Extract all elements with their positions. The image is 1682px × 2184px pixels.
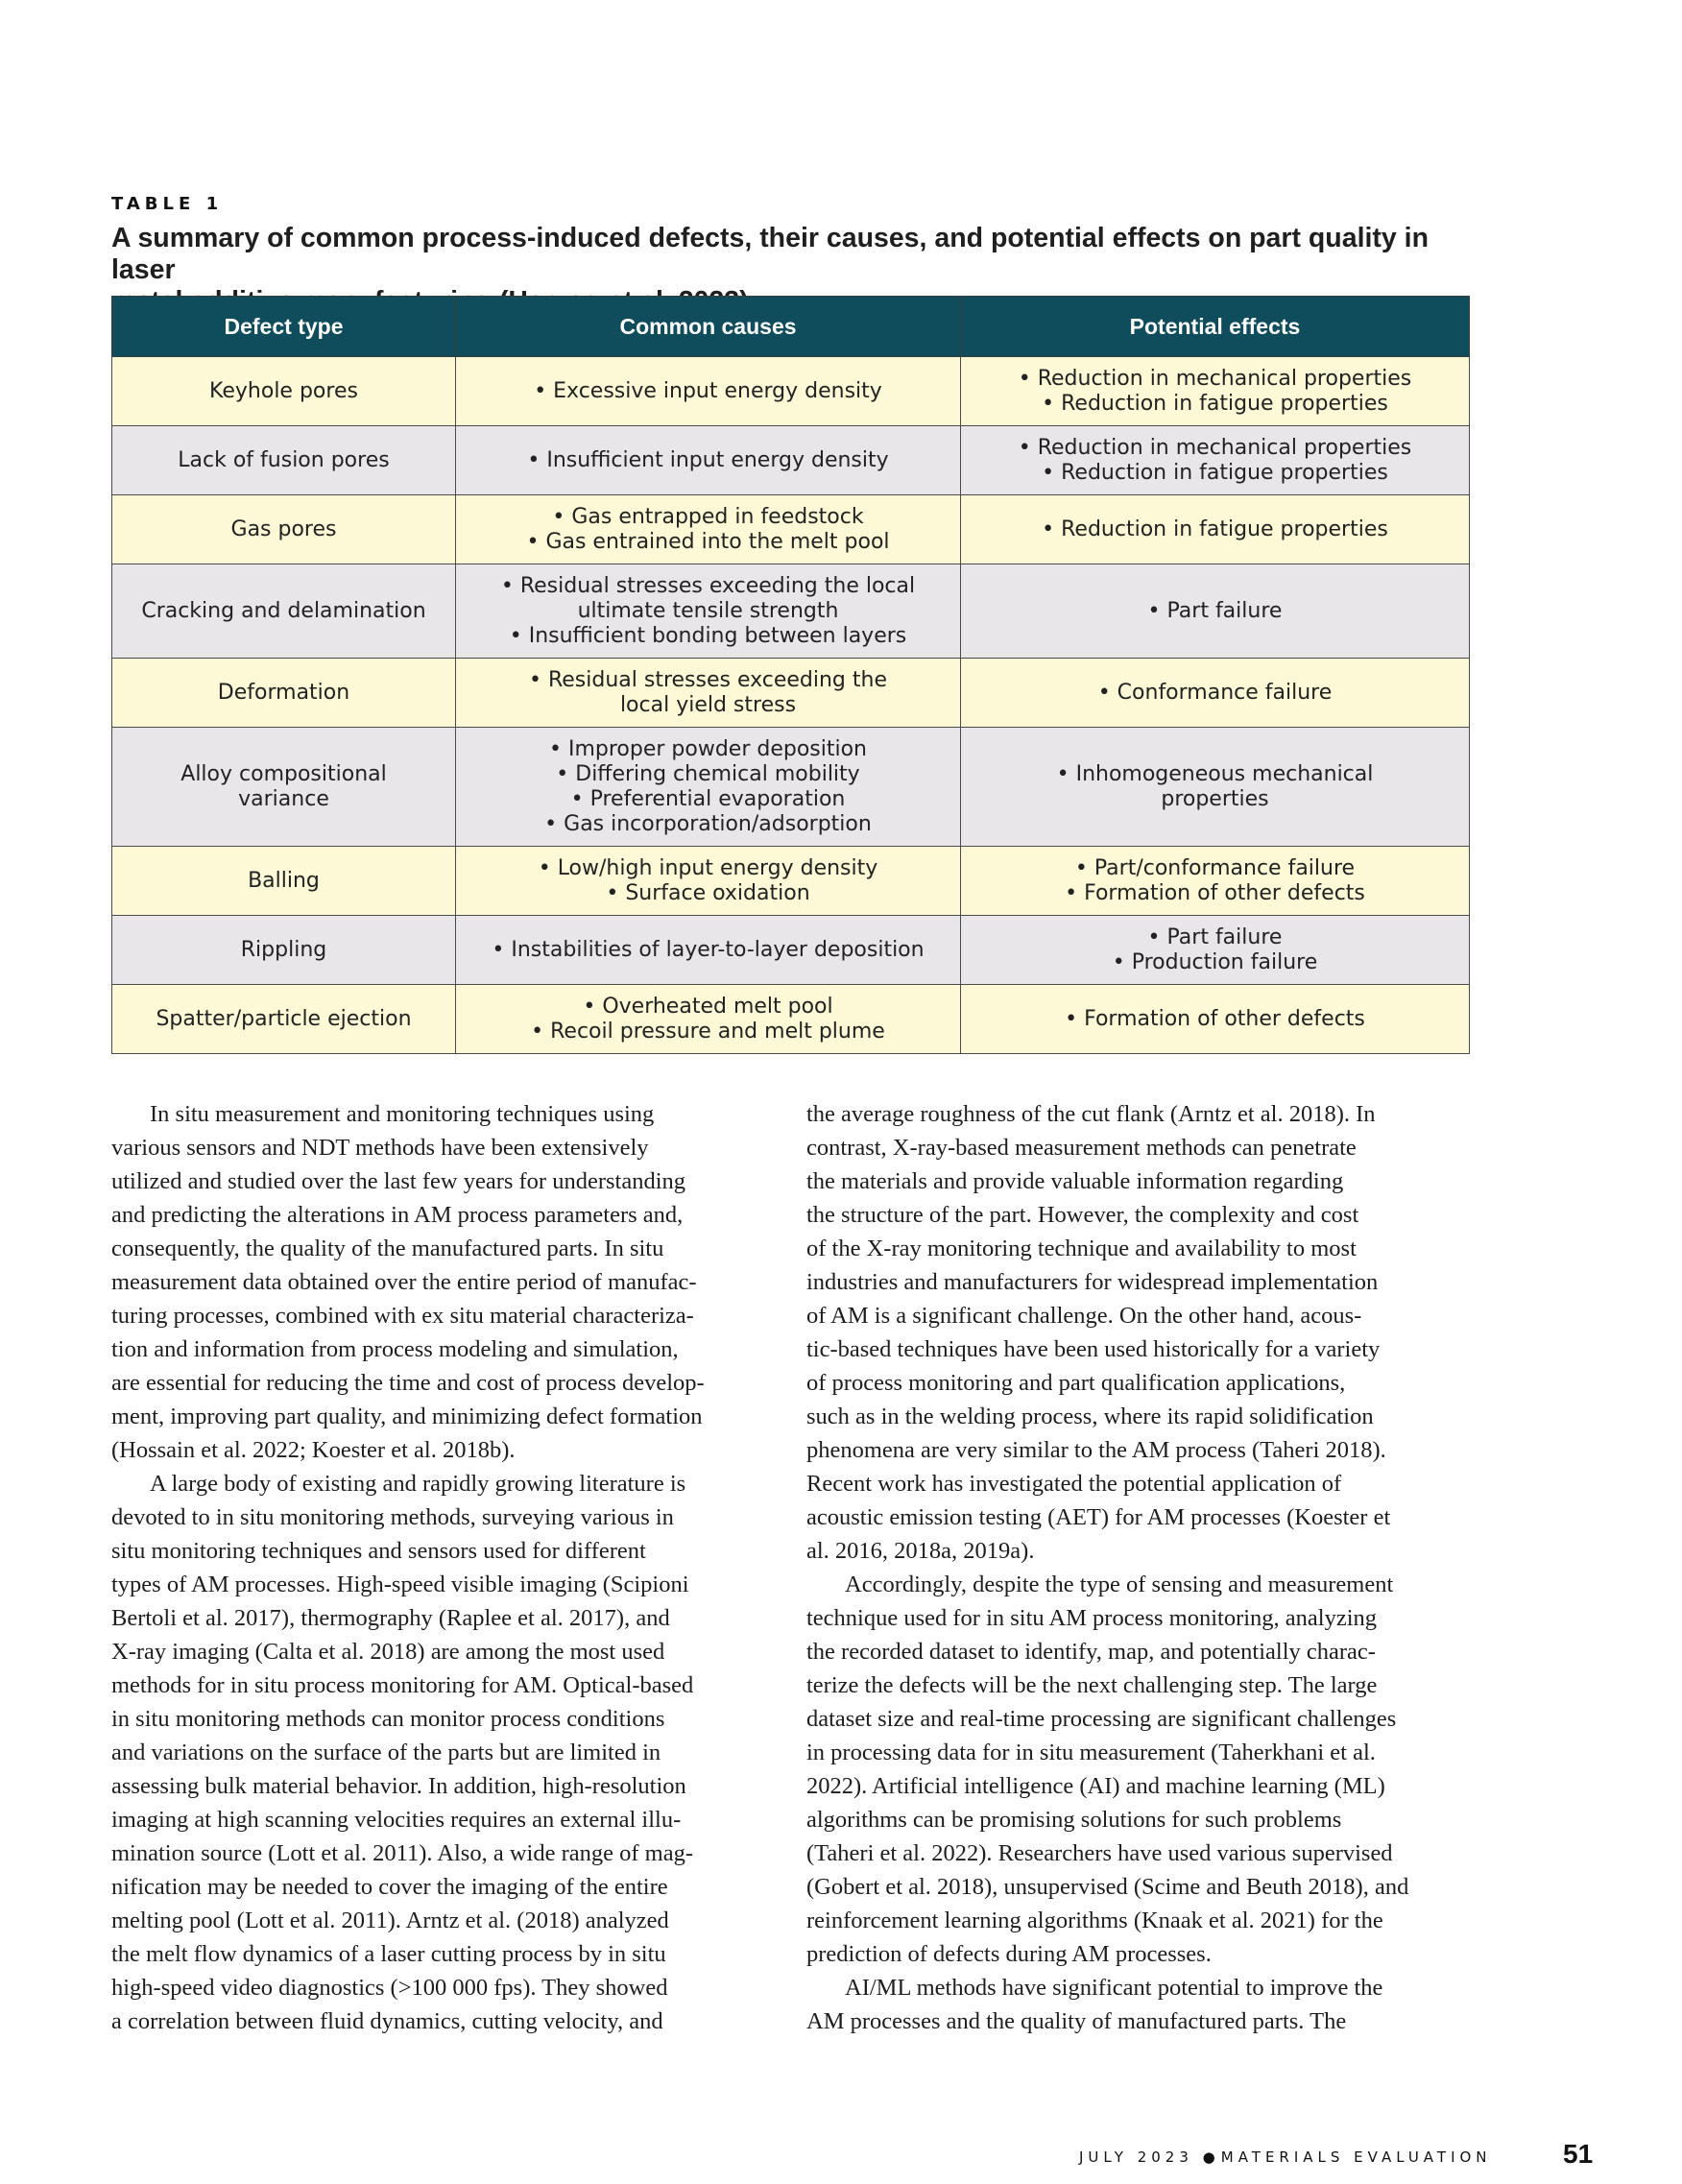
cell-line: • Part failure	[1147, 598, 1283, 623]
text-line: imaging at high scanning velocities requires an external illu-	[111, 1807, 682, 1833]
text-line: tion and information from process modeling and simulation,	[111, 1336, 679, 1362]
cell-line: Deformation	[217, 680, 350, 705]
text-line: AI/ML methods have significant potential to improve the	[845, 1975, 1383, 2001]
text-line: such as in the welding process, where its rapid solidification	[806, 1404, 1374, 1429]
cell-common-causes	[456, 564, 961, 659]
cell-line: • Reduction in fatigue properties	[1042, 516, 1388, 541]
cell-potential-effects	[961, 564, 1470, 659]
text-line: mination source (Lott et al. 2011). Also, a wide range of mag-	[111, 1840, 693, 1866]
cell-line: • Surface oxidation	[606, 880, 810, 905]
column-header-common-causes: Common causes	[456, 297, 961, 357]
column-header-potential-effects: Potential effects	[961, 297, 1470, 357]
cell-line: Spatter/particle ejection	[156, 1006, 412, 1031]
cell-potential-effects	[961, 985, 1470, 1054]
body-paragraph	[806, 1971, 1469, 2038]
text-line: contrast, X-ray-based measurement methods can penetrate	[806, 1135, 1357, 1161]
cell-line: • Conformance failure	[1097, 680, 1333, 705]
cell-defect-type	[112, 564, 456, 659]
cell-line: • Insufficient input energy density	[527, 447, 889, 472]
column-header-defect-type: Defect type	[112, 297, 456, 357]
body-column-left	[111, 1097, 774, 2038]
text-line: in processing data for in situ measurement (Taherkhani et al.	[806, 1740, 1376, 1765]
text-line: nification may be needed to cover the imaging of the entire	[111, 1874, 668, 1900]
cell-common-causes	[456, 847, 961, 916]
text-line: utilized and studied over the last few years for understanding	[111, 1168, 686, 1194]
cell-common-causes	[456, 916, 961, 985]
text-line: are essential for reducing the time and cost of process develop-	[111, 1370, 705, 1396]
cell-line: • Production failure	[1112, 949, 1318, 974]
cell-common-causes	[456, 357, 961, 426]
cell-potential-effects	[961, 495, 1470, 564]
page-number: 51	[1563, 2139, 1594, 2169]
table-row	[112, 916, 1470, 985]
text-line: algorithms can be promising solutions for such problems	[806, 1807, 1342, 1833]
text-line: consequently, the quality of the manufactured parts. In situ	[111, 1236, 664, 1261]
text-line: (Taheri et al. 2022). Researchers have used various supervised	[806, 1840, 1393, 1866]
cell-line: • Formation of other defects	[1065, 880, 1365, 905]
cell-potential-effects	[961, 728, 1470, 847]
cell-defect-type	[112, 357, 456, 426]
cell-line: • Residual stresses exceeding the	[528, 667, 887, 692]
text-line: In situ measurement and monitoring techniques using	[150, 1101, 655, 1127]
footer-bullet: ●	[1202, 2148, 1215, 2166]
cell-line: Lack of fusion pores	[178, 447, 390, 472]
text-line: al. 2016, 2018a, 2019a).	[806, 1538, 1035, 1564]
text-line: Recent work has investigated the potential application of	[806, 1471, 1342, 1497]
cell-common-causes	[456, 728, 961, 847]
table-row	[112, 847, 1470, 916]
cell-potential-effects	[961, 357, 1470, 426]
cell-line: • Insufficient bonding between layers	[509, 623, 907, 648]
cell-line: • Inhomogeneous mechanical	[1056, 761, 1374, 786]
cell-line: • Gas incorporation/adsorption	[544, 811, 872, 836]
text-line: a correlation between fluid dynamics, cutting velocity, and	[111, 2008, 663, 2034]
defects-table	[111, 296, 1470, 1054]
cell-defect-type	[112, 495, 456, 564]
cell-defect-type	[112, 916, 456, 985]
cell-potential-effects	[961, 659, 1470, 728]
cell-line: Rippling	[240, 937, 327, 962]
text-line: dataset size and real-time processing are significant challenges	[806, 1706, 1397, 1732]
cell-common-causes	[456, 426, 961, 495]
cell-line: • Residual stresses exceeding the local	[500, 573, 916, 598]
cell-defect-type	[112, 847, 456, 916]
cell-line: ultimate tensile strength	[577, 598, 839, 623]
table-row	[112, 659, 1470, 728]
cell-line: • Excessive input energy density	[534, 378, 882, 403]
table-header-row	[112, 297, 1470, 357]
table-row	[112, 985, 1470, 1054]
cell-line: • Recoil pressure and melt plume	[531, 1019, 885, 1044]
cell-line: • Differing chemical mobility	[556, 761, 860, 786]
cell-line: • Preferential evaporation	[570, 786, 846, 811]
cell-common-causes	[456, 495, 961, 564]
cell-defect-type	[112, 659, 456, 728]
text-line: various sensors and NDT methods have been extensively	[111, 1135, 649, 1161]
cell-line: • Gas entrained into the melt pool	[526, 529, 890, 554]
cell-line: • Low/high input energy density	[538, 855, 878, 880]
cell-line: • Part/conformance failure	[1074, 855, 1356, 880]
body-paragraph	[111, 1097, 774, 1467]
caption-line: A summary of common process-induced defects, their causes, and potential effects on part quality in laser	[111, 223, 1429, 285]
table-row	[112, 495, 1470, 564]
text-line: methods for in situ process monitoring for AM. Optical-based	[111, 1672, 694, 1698]
table-row	[112, 564, 1470, 659]
text-line: high-speed video diagnostics (>100 000 fps). They showed	[111, 1975, 668, 2001]
cell-line: Balling	[248, 868, 320, 893]
text-line: the average roughness of the cut flank (Arntz et al. 2018). In	[806, 1101, 1376, 1127]
text-line: assessing bulk material behavior. In addition, high-resolution	[111, 1773, 686, 1799]
text-line: melting pool (Lott et al. 2011). Arntz et al. (2018) analyzed	[111, 1908, 669, 1933]
cell-line: • Overheated melt pool	[583, 994, 833, 1019]
body-paragraph	[806, 1568, 1469, 1971]
text-line: prediction of defects during AM processes.	[806, 1941, 1212, 1967]
footer-issue: JULY 2023	[1079, 2148, 1193, 2166]
cell-line: variance	[238, 786, 329, 811]
text-line: of process monitoring and part qualification applications,	[806, 1370, 1346, 1396]
text-line: A large body of existing and rapidly growing literature is	[150, 1471, 686, 1497]
text-line: AM processes and the quality of manufactured parts. The	[806, 2008, 1347, 2034]
text-line: of AM is a significant challenge. On the other hand, acous-	[806, 1303, 1362, 1329]
text-line: in situ monitoring methods can monitor process conditions	[111, 1706, 665, 1732]
text-line: devoted to in situ monitoring methods, surveying various in	[111, 1504, 674, 1530]
running-footer	[1079, 2148, 1492, 2166]
text-line: situ monitoring techniques and sensors used for different	[111, 1538, 646, 1564]
cell-defect-type	[112, 985, 456, 1054]
cell-line: • Reduction in fatigue properties	[1042, 460, 1388, 485]
table-row	[112, 728, 1470, 847]
text-line: the structure of the part. However, the complexity and cost	[806, 1202, 1359, 1228]
table-row	[112, 426, 1470, 495]
cell-line: local yield stress	[619, 692, 797, 717]
cell-line: • Reduction in fatigue properties	[1042, 391, 1388, 416]
text-line: (Gobert et al. 2018), unsupervised (Scime and Beuth 2018), and	[806, 1874, 1409, 1900]
table-row	[112, 357, 1470, 426]
text-line: of the X-ray monitoring technique and availability to most	[806, 1236, 1357, 1261]
cell-line: • Formation of other defects	[1065, 1006, 1365, 1031]
cell-potential-effects	[961, 426, 1470, 495]
cell-defect-type	[112, 426, 456, 495]
text-line: Bertoli et al. 2017), thermography (Raplee et al. 2017), and	[111, 1605, 670, 1631]
cell-common-causes	[456, 985, 961, 1054]
text-line: turing processes, combined with ex situ material characteriza-	[111, 1303, 694, 1329]
text-line: Accordingly, despite the type of sensing and measurement	[845, 1572, 1394, 1597]
text-line: technique used for in situ AM process monitoring, analyzing	[806, 1605, 1378, 1631]
cell-line: Gas pores	[230, 516, 337, 541]
cell-line: Keyhole pores	[209, 378, 358, 403]
text-line: X-ray imaging (Calta et al. 2018) are among the most used	[111, 1639, 665, 1665]
text-line: industries and manufacturers for widespread implementation	[806, 1269, 1379, 1295]
text-line: 2022). Artificial intelligence (AI) and machine learning (ML)	[806, 1773, 1385, 1799]
text-line: reinforcement learning algorithms (Knaak et al. 2021) for the	[806, 1908, 1383, 1933]
body-column-right	[806, 1097, 1469, 2038]
text-line: and variations on the surface of the parts but are limited in	[111, 1740, 661, 1765]
cell-line: properties	[1161, 786, 1269, 811]
text-line: the recorded dataset to identify, map, and potentially charac-	[806, 1639, 1376, 1665]
text-line: (Hossain et al. 2022; Koester et al. 2018b).	[111, 1437, 516, 1463]
body-paragraph	[806, 1097, 1469, 1568]
table-body	[112, 357, 1470, 1054]
text-line: ment, improving part quality, and minimizing defect formation	[111, 1404, 703, 1429]
text-line: measurement data obtained over the entire period of manufac-	[111, 1269, 697, 1295]
cell-line: Cracking and delamination	[141, 598, 426, 623]
cell-line: • Improper powder deposition	[548, 736, 867, 761]
cell-line: • Instabilities of layer-to-layer deposition	[492, 937, 925, 962]
cell-common-causes	[456, 659, 961, 728]
cell-line: • Gas entrapped in feedstock	[552, 504, 864, 529]
text-line: types of AM processes. High-speed visible imaging (Scipioni	[111, 1572, 689, 1597]
cell-line: • Part failure	[1147, 924, 1283, 949]
text-line: terize the defects will be the next challenging step. The large	[806, 1672, 1378, 1698]
cell-line: • Reduction in mechanical properties	[1018, 366, 1412, 391]
footer-journal: MATERIALS EVALUATION	[1220, 2148, 1492, 2166]
text-line: acoustic emission testing (AET) for AM processes (Koester et	[806, 1504, 1391, 1530]
text-line: and predicting the alterations in AM process parameters and,	[111, 1202, 684, 1228]
text-line: tic-based techniques have been used historically for a variety	[806, 1336, 1381, 1362]
cell-defect-type	[112, 728, 456, 847]
text-line: the melt flow dynamics of a laser cutting process by in situ	[111, 1941, 666, 1967]
table-label: TABLE 1	[111, 194, 224, 214]
text-line: the materials and provide valuable information regarding	[806, 1168, 1344, 1194]
body-paragraph	[111, 1467, 774, 2038]
text-line: phenomena are very similar to the AM process (Taheri 2018).	[806, 1437, 1386, 1463]
cell-line: Alloy compositional	[180, 761, 387, 786]
cell-potential-effects	[961, 847, 1470, 916]
cell-potential-effects	[961, 916, 1470, 985]
cell-line: • Reduction in mechanical properties	[1018, 435, 1412, 460]
